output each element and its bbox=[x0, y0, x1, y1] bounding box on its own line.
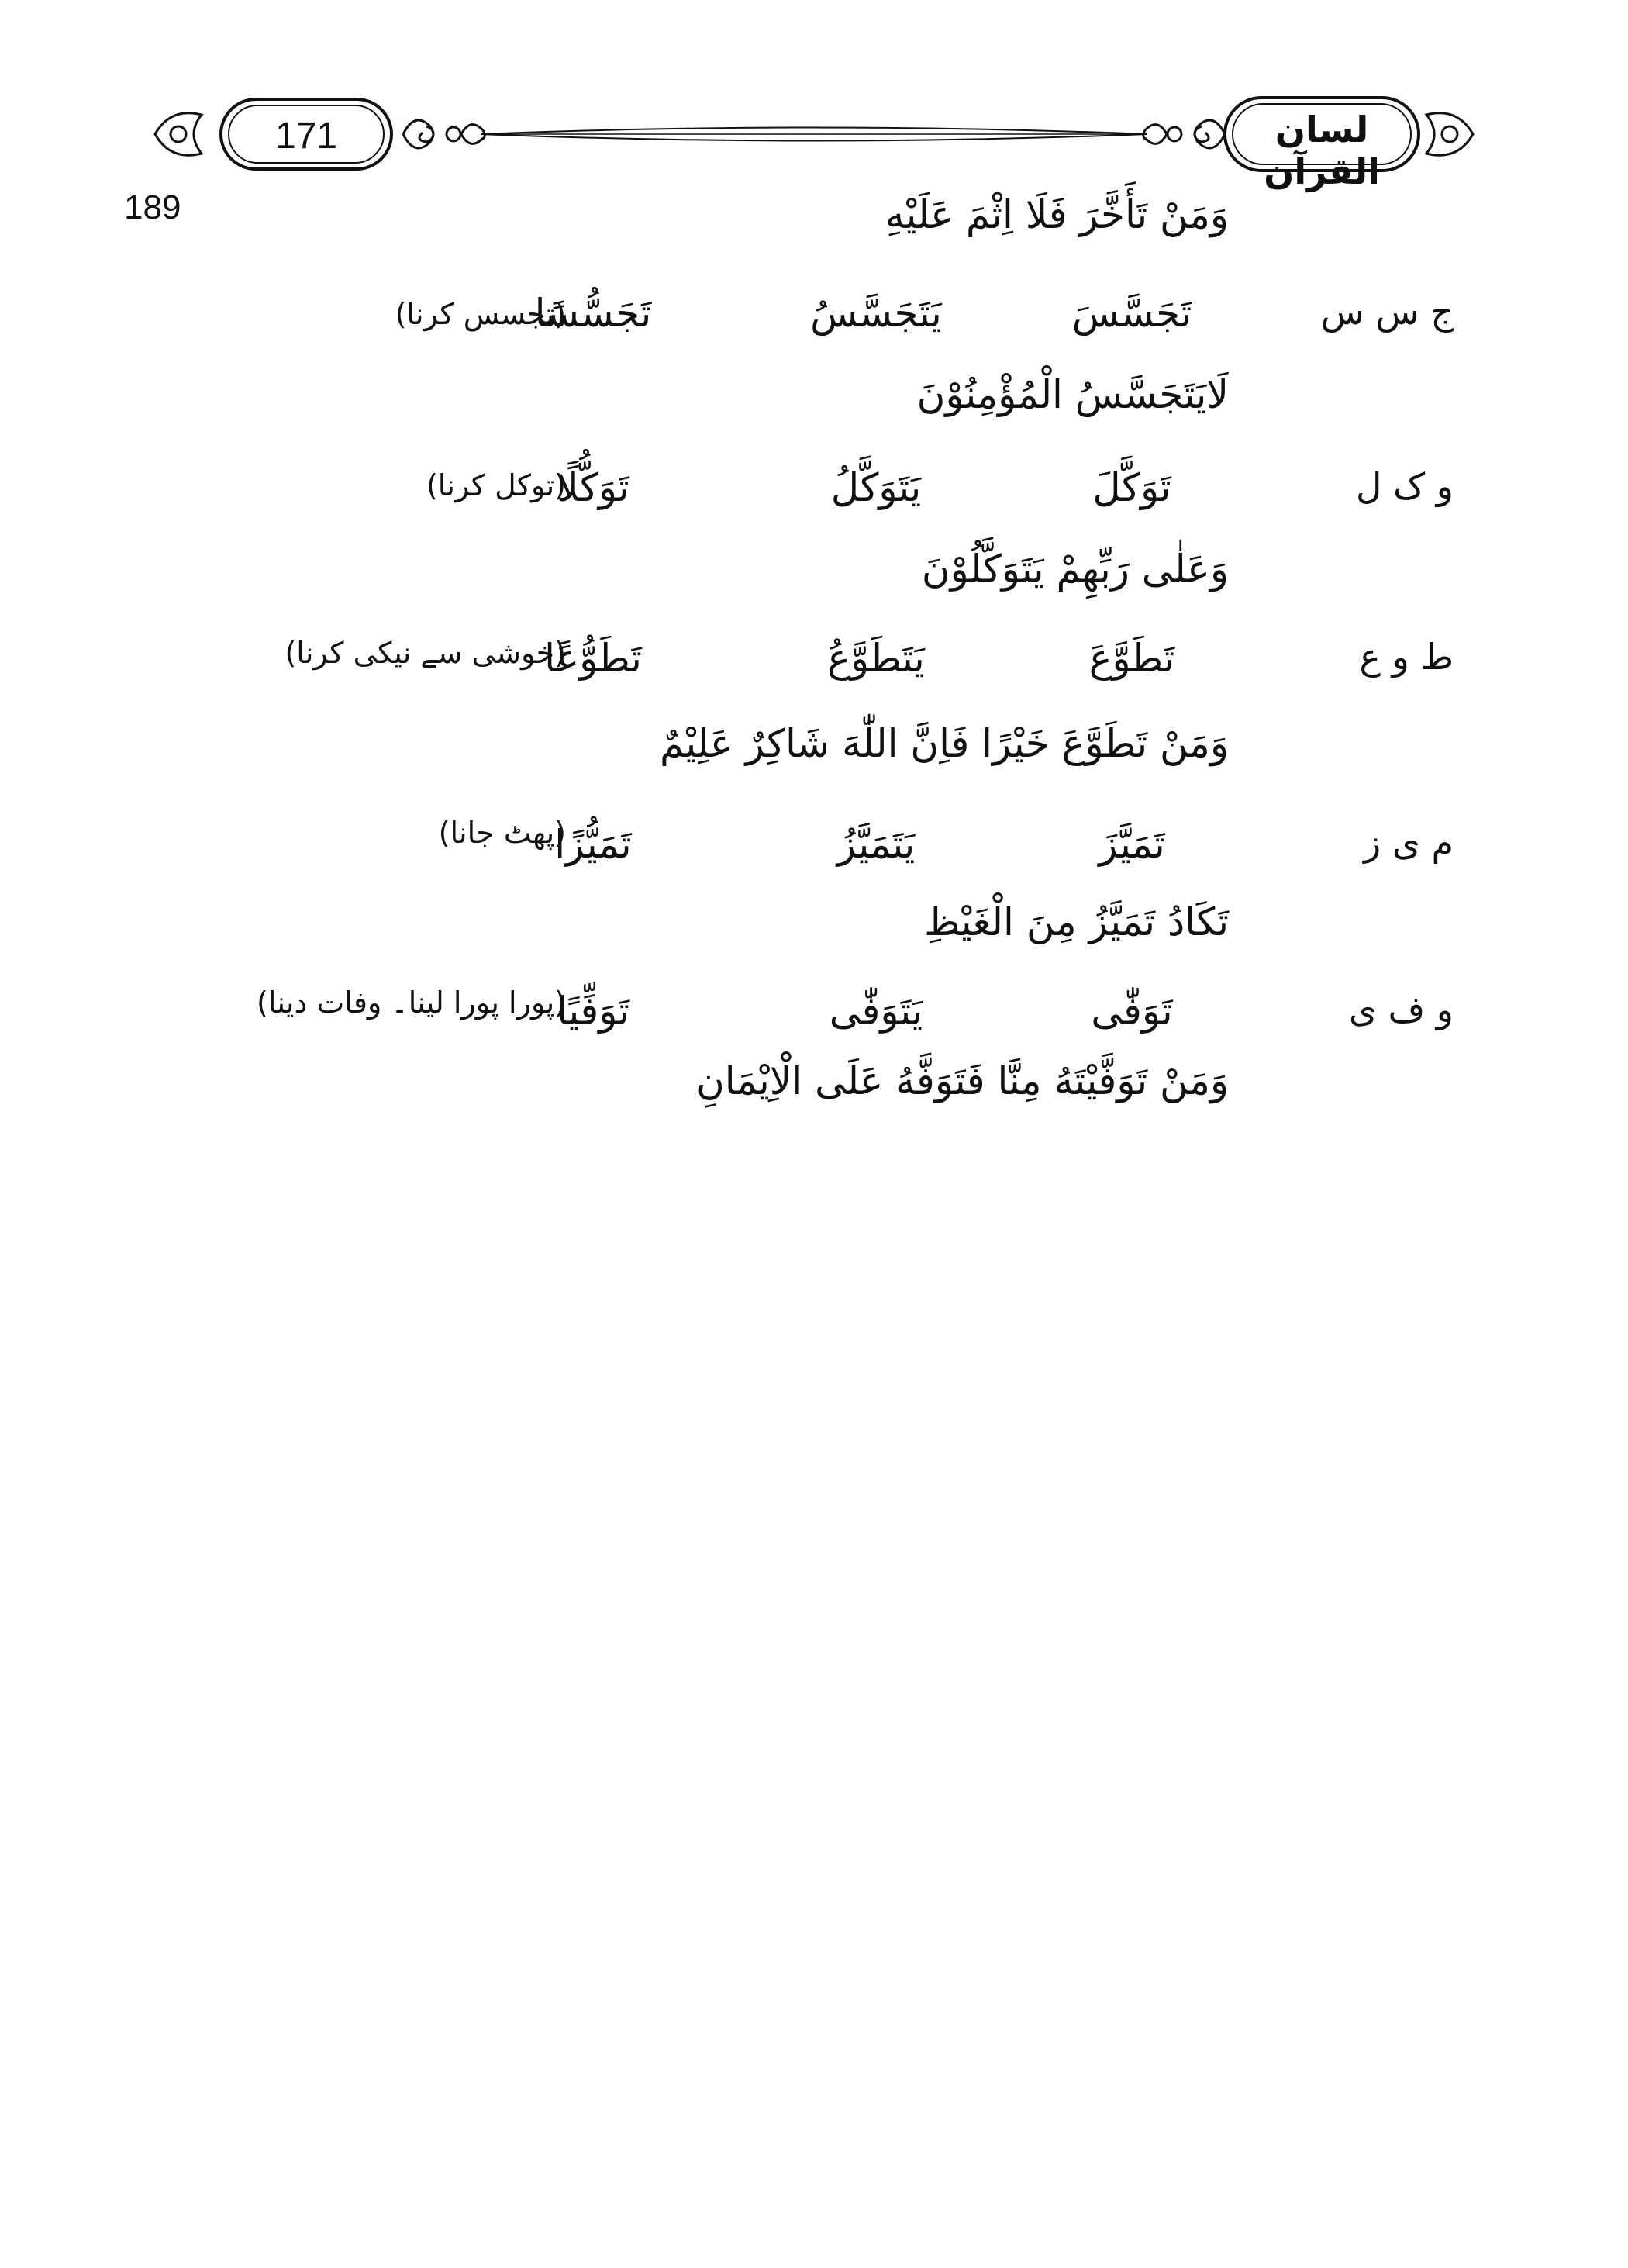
entry-masdar: تَجَسُّسًا bbox=[534, 291, 652, 336]
entry-past: تَوَكَّلَ bbox=[1092, 465, 1171, 510]
entry-example: وَمَنْ تَوَفَّيْتَهُ مِنَّا فَتَوَفَّهُ عَلَى الْاِيْمَانِ bbox=[696, 1058, 1229, 1103]
entry-masdar: تَوَفِّيًا bbox=[557, 989, 629, 1034]
entry-past: تَوَفّٰى bbox=[1091, 989, 1173, 1034]
entry-row bbox=[0, 291, 1628, 353]
entry-present: يَتَطَوَّعُ bbox=[827, 636, 925, 681]
entry-masdar: تَوَكُّلًا bbox=[557, 465, 629, 510]
entry-root: و ف ی bbox=[1348, 989, 1454, 1030]
entry-masdar: تَطَوُّعًا bbox=[544, 636, 642, 681]
entry-meaning: (توکل کرنا) bbox=[426, 468, 566, 502]
entry-root: ط و ع bbox=[1359, 636, 1454, 678]
entry-row bbox=[0, 465, 1628, 527]
entry-meaning: (تجسس کرنا) bbox=[395, 297, 566, 331]
entry-present: يَتَجَسَّسُ bbox=[810, 291, 942, 336]
entry-row bbox=[0, 636, 1628, 698]
page-header bbox=[147, 91, 1481, 192]
entry-meaning: (خوشی سے نیکی کرنا) bbox=[285, 636, 566, 670]
entry-present: يَتَمَيَّزُ bbox=[836, 822, 916, 867]
page-number: 171 bbox=[274, 116, 338, 157]
entry-row bbox=[0, 816, 1628, 884]
lead-example: وَمَنْ تَأَخَّرَ فَلَا اِثْمَ عَلَيْهِ bbox=[885, 192, 1229, 237]
book-title: لسان القرآن bbox=[1264, 109, 1380, 192]
entry-root: و ک ل bbox=[1355, 465, 1454, 507]
entry-present: يَتَوَكَّلُ bbox=[830, 465, 922, 510]
entry-meaning: (پورا پورا لینا۔ وفات دینا) bbox=[257, 986, 566, 1020]
entry-example: وَعَلٰى رَبِّهِمْ يَتَوَكَّلُوْنَ bbox=[921, 547, 1229, 592]
entry-example: وَمَنْ تَطَوَّعَ خَيْرًا فَاِنَّ اللّٰهَ شَاكِرٌ عَلِيْمٌ bbox=[659, 721, 1229, 766]
entry-root: م ی ز bbox=[1364, 822, 1454, 864]
entry-example: تَكَادُ تَمَيَّزُ مِنَ الْغَيْظِ bbox=[924, 899, 1229, 944]
entry-example: لَايَتَجَسَّسُ الْمُؤْمِنُوْنَ bbox=[916, 372, 1229, 417]
reference-number: 189 bbox=[124, 188, 181, 226]
entry-masdar: تَمَيُّزًا bbox=[554, 822, 632, 867]
entry-root: ج س س bbox=[1320, 291, 1454, 333]
entry-row bbox=[0, 986, 1628, 1051]
entry-present: يَتَوَفّٰى bbox=[829, 989, 923, 1034]
entry-past: تَمَيَّزَ bbox=[1099, 822, 1165, 867]
entry-meaning: (پھٹ جانا) bbox=[438, 816, 566, 850]
entry-past: تَجَسَّسَ bbox=[1071, 291, 1192, 336]
entry-past: تَطَوَّعَ bbox=[1088, 636, 1175, 681]
